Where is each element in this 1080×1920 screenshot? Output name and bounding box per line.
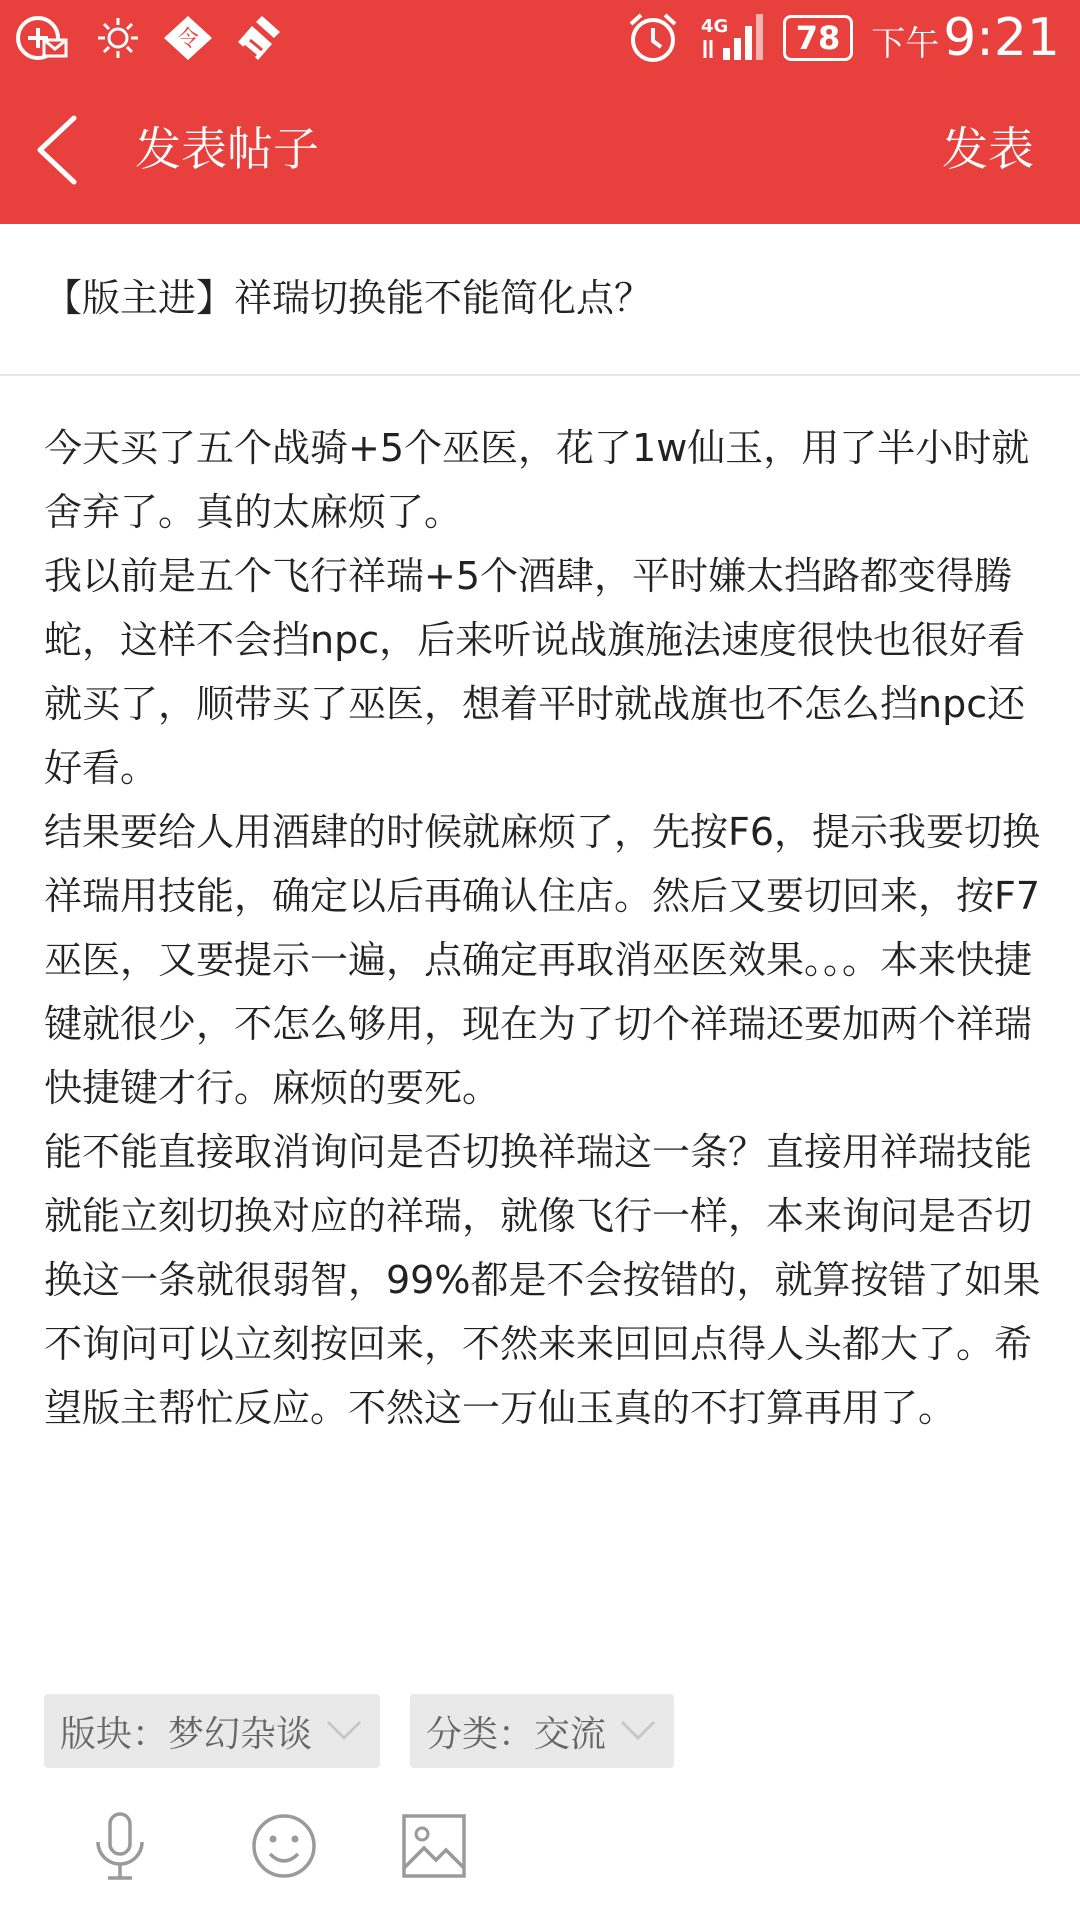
back-arrow-icon[interactable] (30, 112, 90, 188)
mail-plus-icon (14, 12, 70, 64)
battery-level: 78 (783, 15, 854, 61)
header (0, 0, 1080, 224)
category-selector-label: 分类：交流 (426, 1713, 607, 1755)
network-type: 4G (700, 16, 728, 37)
page-title: 发表帖子 (135, 122, 319, 176)
post-title-field[interactable] (0, 224, 1080, 376)
emoji-icon[interactable] (248, 1810, 320, 1882)
status-bar (0, 0, 1080, 76)
cleaner-brush-icon (232, 12, 288, 64)
clock (871, 8, 1060, 68)
signal-icon (699, 10, 765, 66)
app-token-icon (160, 12, 216, 64)
publish-button[interactable]: 发表 (942, 122, 1034, 176)
microphone-icon[interactable] (84, 1810, 156, 1882)
clock-time: 9:21 (943, 8, 1060, 68)
brightness-icon (90, 12, 146, 64)
alarm-icon (625, 10, 681, 66)
app-bar (0, 76, 1080, 224)
chevron-down-icon (324, 1714, 364, 1744)
chevron-down-icon (618, 1714, 658, 1744)
category-selector[interactable] (410, 1694, 674, 1768)
clock-period: 下午 (871, 24, 940, 64)
svg-text:令: 令 (176, 27, 200, 52)
board-selector[interactable] (44, 1694, 380, 1768)
status-right (625, 0, 1060, 76)
image-icon[interactable] (398, 1810, 470, 1882)
post-body-field[interactable]: 今天买了五个战骑+5个巫医，花了1w仙玉，用了半小时就舍弃了。真的太麻烦了。 我以前是五个飞行祥瑞+5个酒肆，平时嫌太挡路都变得腾蛇，这样不会挡npc，后来听说战旗施法速度很快也很好看就买了，顺带买了巫医，想着平时就战旗也不怎么挡npc还好看。 结果要给人用酒肆的时候就麻烦了，先按F6，提示我要切换祥瑞用技能，确定以后再确认住店。然后又要切回来，按F7巫医，又要提示一遍，点确定再取消巫医效果。。。本来快捷键就很少，不怎么够用，现在为了切个祥瑞还要加两个祥瑞快捷键才行。麻烦的要死。 能不能直接取消询问是否切换祥瑞这一条？直接用祥瑞技能就能立刻切换对应的祥瑞，就像飞行一样，本来询问是否切换这一条就很弱智，99%都是不会按错的，就算按错了如果不询问可以立刻按回来，不然来来回回点得人头都大了。希望版主帮忙反应。不然这一万仙玉真的不打算再用了。 (44, 426, 1041, 1430)
post-title-text: 【版主进】祥瑞切换能不能简化点？ (44, 276, 653, 320)
board-selector-label: 版块：梦幻杂谈 (60, 1713, 313, 1755)
